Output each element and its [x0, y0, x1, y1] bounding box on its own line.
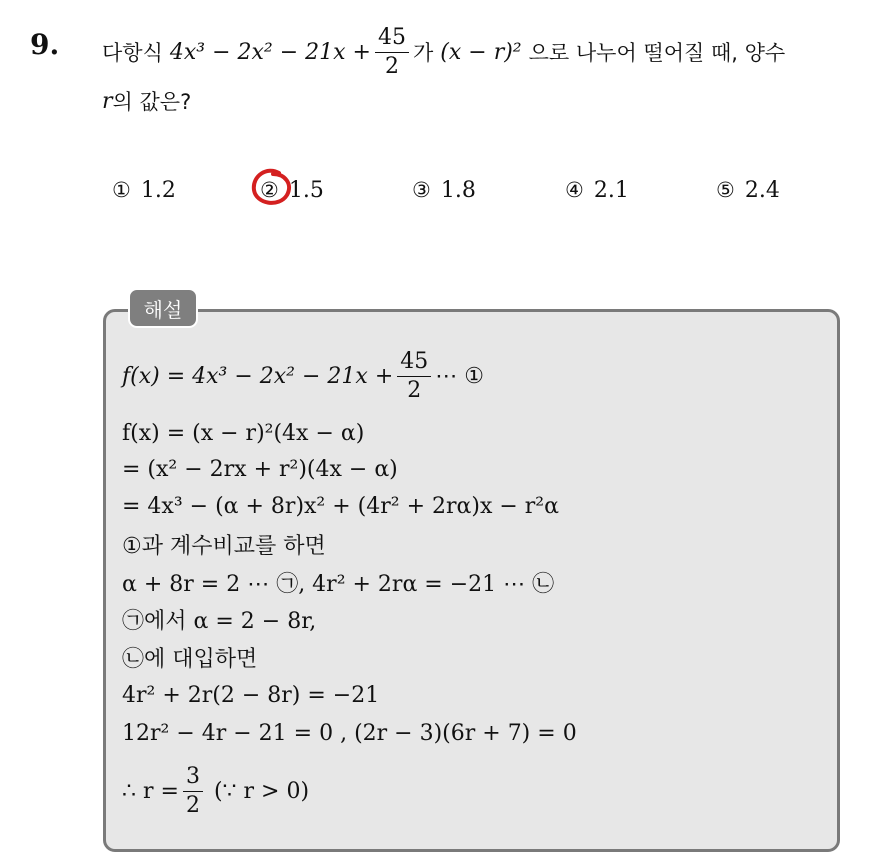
question-variable: r [102, 88, 113, 114]
question-line-2 [102, 84, 191, 118]
polynomial-fraction [375, 24, 409, 79]
choice-number: ② [260, 178, 279, 202]
solution-final-line [122, 760, 309, 822]
choice-3[interactable] [412, 170, 476, 210]
choice-value: 1.8 [440, 177, 476, 203]
solution-expression: f(x) = 4x³ − 2x² − 21x + [122, 363, 394, 389]
fraction-numerator: 3 [183, 766, 203, 792]
question-suffix: 으로 나누어 떨어질 때, 양수 [528, 41, 786, 65]
solution-line: ①과 계수비교를 하면 [122, 533, 326, 559]
choice-5[interactable] [716, 170, 780, 210]
choice-number: ④ [565, 178, 584, 202]
solution-line: ㉠에서 α = 2 − 8r, [122, 608, 317, 634]
choice-4[interactable] [565, 170, 629, 210]
question-ending: 의 값은? [112, 90, 192, 114]
answer-circle-stroke [254, 171, 289, 203]
divisor-expression: (x − r)² [440, 39, 522, 65]
fraction-denominator: 2 [384, 53, 399, 79]
final-tail: (∵ r > 0) [213, 778, 310, 804]
choice-value: 1.5 [288, 177, 324, 203]
choice-value: 1.2 [140, 177, 176, 203]
answer-choices [0, 170, 884, 210]
solution-line: = 4x³ − (α + 8r)x² + (4r² + 2rα)x − r²α [122, 493, 559, 519]
solution-line: ㉡에 대입하면 [122, 646, 258, 672]
question-line-1 [102, 22, 785, 82]
solution-line: α + 8r = 2 ⋯ ㉠, 4r² + 2rα = −21 ⋯ ㉡ [122, 571, 555, 597]
solution-line: 4r² + 2r(2 − 8r) = −21 [122, 682, 380, 708]
fraction-numerator: 45 [375, 27, 409, 53]
question-number: 9. [30, 28, 60, 61]
answer-circle-mark [249, 168, 293, 208]
choice-value: 2.4 [744, 177, 780, 203]
solution-line: f(x) = (x − r)²(4x − α) [122, 420, 365, 446]
choice-number: ① [112, 178, 131, 202]
solution-line: 12r² − 4r − 21 = 0 , (2r − 3)(6r + 7) = 0 [122, 720, 577, 746]
choice-number: ⑤ [716, 178, 735, 202]
solution-tab-label: 해설 [128, 288, 198, 328]
question-middle: 가 [412, 41, 434, 65]
choice-number: ③ [412, 178, 431, 202]
choice-1[interactable] [112, 170, 176, 210]
fraction-denominator: 2 [407, 377, 422, 403]
solution-tail: ⋯ ① [435, 363, 484, 389]
fraction-denominator: 2 [185, 792, 200, 818]
solution-fraction [397, 348, 431, 403]
solution-line-1 [122, 346, 484, 406]
final-lead: ∴ r = [122, 778, 179, 804]
choice-value: 2.1 [593, 177, 629, 203]
solution-line: = (x² − 2rx + r²)(4x − α) [122, 456, 398, 482]
final-fraction [183, 763, 203, 818]
polynomial-expression: 4x³ − 2x² − 21x + [169, 39, 371, 65]
fraction-numerator: 45 [397, 351, 431, 377]
question-prefix: 다항식 [102, 41, 163, 65]
